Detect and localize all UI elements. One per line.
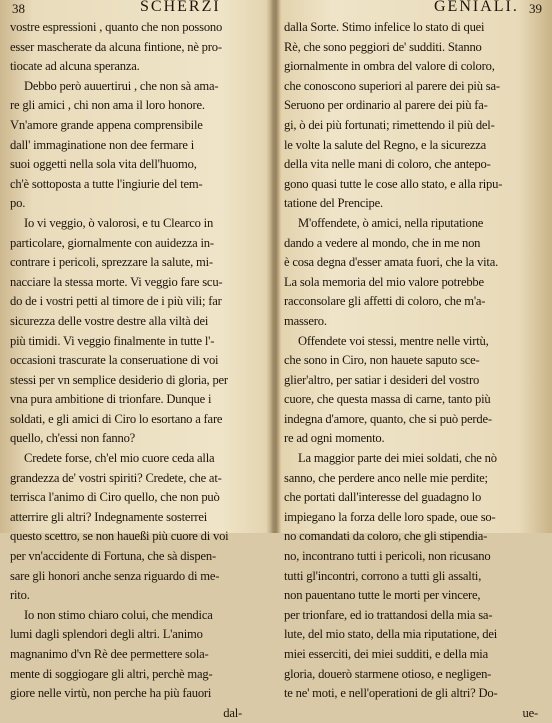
text-line: miei esserciti, dei miei sudditi, e della mia: [284, 647, 488, 661]
text-line: più timidi. Vi veggio finalmente in tutte l'-: [10, 333, 215, 348]
text-line: Seruono per ordinario al parere dei più fa-: [284, 98, 488, 113]
text-line: per vn'accidente di Fortuna, che sà dispen-: [10, 549, 216, 564]
text-line: Rè, che sono peggiori de' sudditi. Stanno: [284, 39, 482, 54]
right-page: [280, 0, 552, 720]
text-line: per trionfare, ed io trattandosi della mia sa-: [284, 607, 493, 622]
text-line: te ne' moti, e nell'operationi de gli altri? Do-: [284, 686, 498, 701]
text-line: non pauentano tutte le morti per vincere,: [284, 588, 481, 603]
text-line: gi, ò dei più fortunati; rimettendo il più del-: [284, 117, 495, 132]
text-line: indegna d'amore, quanto, che si può perde-: [284, 411, 492, 426]
text-line: no comandati da coloro, che gli stipendia-: [284, 529, 488, 544]
text-line: atterrire gli altri? Indegnamente sosterrei: [10, 509, 208, 524]
text-line: Io non stimo chiaro colui, che mendica: [24, 607, 213, 622]
text-line: è cosa degna d'esser amata fuori, che la vita.: [284, 255, 499, 270]
text-line: tatione del Prencipe.: [284, 196, 383, 211]
text-line: gono quasi tutte le cose allo stato, e alla ripu-: [284, 176, 503, 191]
left-running-head: SCHERZI: [140, 0, 221, 15]
text-line: occasioni trascurate la conseruatione di voi: [10, 353, 219, 368]
right-page-text: [284, 18, 544, 723]
text-line: vostre espressioni , quanto che non possono: [10, 20, 223, 34]
text-line: particolare, giornalmente con auidezza in-: [10, 235, 214, 250]
text-line: dal-: [223, 705, 242, 720]
text-line: tutti gl'incontri, corrono a tutti gli assalti,: [284, 568, 482, 583]
text-line: po.: [10, 196, 26, 211]
text-line: Io vi veggio, ò valorosi, e tu Clearco in: [24, 215, 214, 230]
text-line: do de i vostri petti al timore de i più vili; far: [10, 294, 222, 309]
text-line: tiocate ad alcuna speranza.: [10, 59, 140, 74]
left-page: [0, 0, 268, 720]
text-line: quello, ch'essi non fanno?: [10, 431, 136, 446]
text-line: esser mascherate da alcuna fintione, nè pro-: [10, 39, 222, 54]
text-line: Debbo però auuertirui , che non sà ama-: [24, 78, 219, 93]
text-line: lute, del mio stato, della mia riputatione, dei: [284, 627, 498, 642]
text-line: che conoscono superiori al parere dei più sa-: [284, 78, 500, 93]
text-line: lumi dagli splendori degli altri. L'animo: [10, 627, 203, 642]
text-line: La sola memoria del mio valore potrebbe: [284, 274, 484, 289]
text-line: mente di soggiogare gli altri, perchè mag-: [10, 666, 213, 681]
text-line: giore nelle virtù, non perche ha più fauori: [10, 686, 212, 701]
left-page-text: [10, 18, 262, 723]
right-running-head: GENIALI.: [434, 0, 519, 15]
left-page-number: 38: [12, 1, 25, 16]
text-line: magnanimo d'vn Rè dee permettere sola-: [10, 647, 209, 661]
text-line: ue-: [522, 705, 538, 720]
text-line: ch'è sottoposta a tutte l'ingiurie del tem-: [10, 176, 203, 191]
text-line: nacciare la stessa morte. Vi veggio fare scu-: [10, 274, 223, 289]
text-line: dall' immaginatione non dee fermare i: [10, 137, 195, 152]
text-line: Vn'amore grande appena comprensibile: [10, 117, 203, 132]
text-line: La maggior parte dei miei soldati, che nò: [298, 451, 497, 466]
text-line: le volte la salute del Regno, e la sicurezza: [284, 137, 487, 152]
text-line: che portati dall'interesse del guadagno lo: [284, 490, 482, 505]
text-line: terrisca l'animo di Ciro quello, che non può: [10, 490, 220, 505]
text-line: soldati, e gli amici di Ciro lo esortano a fare: [10, 411, 223, 426]
text-line: racconsolare gli affetti di coloro, che m'a-: [284, 294, 486, 309]
text-line: sicurezza delle vostre destre alla viltà dei: [10, 313, 209, 328]
text-line: giornalmente in ombra del valore di coloro,: [284, 59, 495, 74]
text-line: stessi per vn semplice desiderio di gloria, per: [10, 372, 228, 387]
text-line: Offendete voi stessi, mentre nelle virtù,: [298, 333, 489, 348]
text-line: che sono in Ciro, non hauete saputo sce-: [284, 353, 480, 368]
left-page-header: [10, 0, 262, 18]
text-line: re gli amici , chi non ama il loro honore.: [10, 98, 205, 113]
text-line: vna pura ambitione di trionfare. Dunque i: [10, 392, 212, 407]
text-line: M'offendete, ò amici, nella riputatione: [298, 215, 484, 230]
text-line: impiegano la forza delle loro spade, oue so-: [284, 509, 496, 524]
text-line: glier'altro, per satiar i desideri del vostro: [284, 372, 480, 387]
right-page-header: [284, 0, 544, 18]
text-line: dando a vedere al mondo, che in me non: [284, 235, 481, 250]
text-line: grandezza de' vostri spiriti? Credete, che at-: [10, 470, 222, 485]
text-line: suoi oggetti nella sola vita dell'huomo,: [10, 157, 197, 172]
text-line: re ad ogni momento.: [284, 431, 385, 446]
text-line: no, incontrano tutti i pericoli, non ricusano: [284, 549, 491, 564]
text-line: gloria, douerò starmene otioso, e negligen-: [284, 666, 492, 681]
text-line: questo scettro, se non haueßi più cuore di voi: [10, 529, 229, 544]
text-line: cuore, che questa massa di carne, tanto più: [284, 392, 491, 407]
book-gutter: [266, 0, 280, 533]
text-line: sare gli honori anche senza riguardo di me-: [10, 568, 220, 583]
text-line: rito.: [10, 588, 30, 603]
text-line: Credete forse, ch'el mio cuore ceda alla: [24, 451, 215, 466]
text-line: della vita nelle mani di coloro, che antepo-: [284, 157, 491, 172]
text-line: massero.: [284, 313, 327, 328]
text-line: contrare i pericoli, sprezzare la salute, mi-: [10, 255, 213, 270]
text-line: dalla Sorte. Stimo infelice lo stato di quei: [284, 20, 485, 34]
text-line: sanno, che perdere anco nelle mie perdite;: [284, 470, 488, 485]
right-page-number: 39: [529, 1, 542, 16]
